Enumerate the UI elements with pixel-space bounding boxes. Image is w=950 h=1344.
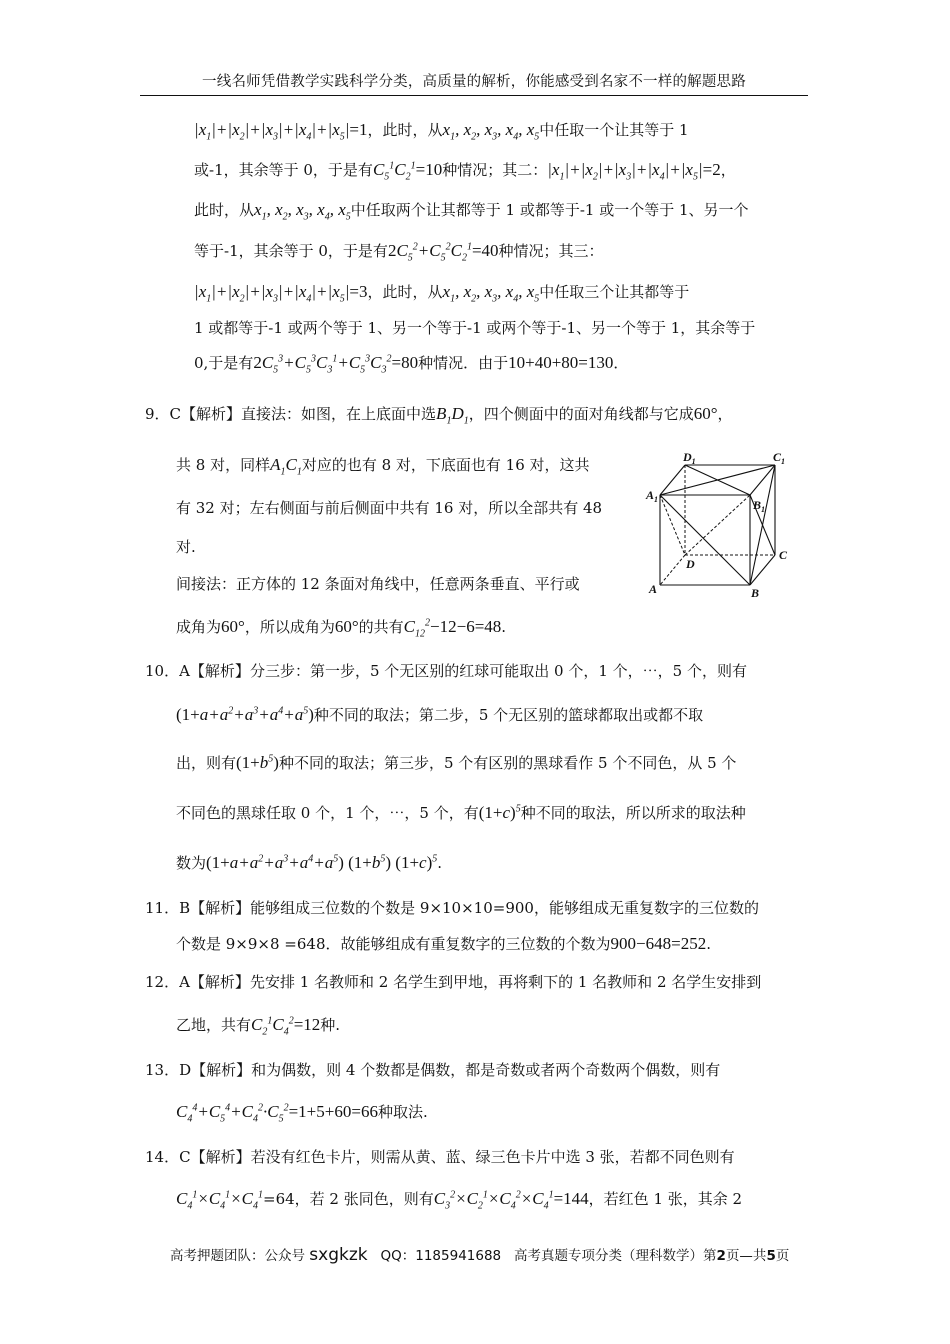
abs-sum-1: =1 (349, 120, 368, 139)
q9-answer: C【解析】 (169, 405, 242, 423)
q10-answer: A【解析】 (179, 662, 250, 680)
q12-answer: A【解析】 (179, 973, 250, 991)
q14-number: 14． (145, 1148, 180, 1166)
q13-number: 13． (145, 1061, 180, 1079)
label-A1: $A_1$ (646, 488, 659, 504)
cont-line-4: 等于-1，其余等于 0，于是有$2C_5^2+C_5^2C_2^1=40$种情况；其三： (194, 241, 604, 264)
q9-line-6: 成角为60°，所以成角为60°的共有$C_{12}^2-12-6=48$. (176, 617, 507, 640)
cont-line-7: 0,于是有$2C_5^3+C_5^3C_3^1+C_5^3C_3^2=80$种情况．由于10+40+80=130． (194, 353, 629, 376)
q14-line-2: $C_4^1\times C_4^1\times C_4^1=64$，若 2 张同色，则有$C_3^2\times C_2^1\times C_4^2\times C_4^1=144$，若红色 1 张，其余 2 (176, 1189, 743, 1212)
q13-line-2: $C_4^4+C_5^4+C_4^2\cdot C_5^2=1+5+60=66$种取法. (176, 1102, 428, 1125)
q10-line-5: 数为$(1+a+a^2+a^3+a^4+a^5)$ $(1+b^5)$ $(1+c)^5$. (176, 853, 443, 872)
label-D: D (686, 557, 695, 571)
q9-line-1: 9．C【解析】直接法：如图，在上底面中选$B_1D_1$，四个侧面中的面对角线都与它成60°， (145, 404, 733, 427)
label-B: B (751, 586, 760, 600)
page-header-title: 一线名师凭借教学实践科学分类，高质量的解析，你能感受到名家不一样的解题思路 (202, 74, 746, 90)
q9-line-2: 共 8 对，同样$A_1C_1$对应的也有 8 对，下底面也有 16 对，这共 (176, 455, 590, 478)
q11-answer: B【解析】 (179, 899, 251, 917)
q13-answer: D【解析】 (179, 1061, 252, 1079)
abs-sum-2: =2 (702, 160, 721, 179)
footer-account: sxgkzk (309, 1245, 368, 1265)
footer-page-number: 2 (716, 1248, 726, 1264)
q10-line-2: $(1+a+a^2+a^3+a^4+a^5)$种不同的取法；第二步，5 个无区别的篮球都取出或都不取 (176, 705, 704, 724)
q12-line-2: 乙地，共有$C_2^1C_4^2=12$种. (176, 1015, 341, 1038)
q13-line-1: 13．D【解析】和为偶数，则 4 个数都是偶数，都是奇数或者两个奇数两个偶数，则有 (145, 1061, 721, 1079)
header-rule (140, 95, 808, 96)
cube-figure (645, 445, 805, 605)
q9-line-5: 间接法：正方体的 12 条面对角线中，任意两条垂直、平行或 (176, 575, 580, 593)
q9-line-3: 有 32 对；左右侧面与前后侧面中共有 16 对，所以全部共有 48 (176, 499, 603, 517)
q11-number: 11． (145, 899, 180, 917)
cont-line-5: $|x_1|+|x_2|+|x_3|+|x_4|+|x_5|=3$，此时，从$x_1$, $x_2$, $x_3$, $x_4$, $x_5$中任取三个让其都等于 (194, 282, 690, 305)
page-footer: 高考押题团队：公众号 sxgkzk QQ：1185941688 高考真题专项分类（理科数学）第2页—共5页 (170, 1245, 790, 1265)
label-D1: $D_1$ (683, 450, 696, 466)
label-C1: $C_1$ (773, 450, 786, 466)
label-A: A (649, 582, 658, 596)
cont-line-6: 1 或都等于-1 或两个等于 1、另一个等于-1 或两个等于-1、另一个等于 1，其余等于 (194, 319, 756, 337)
label-C: C (779, 548, 788, 562)
q9-line-4: 对. (176, 538, 196, 556)
abs-sum-3: =3 (349, 282, 368, 301)
q10-number: 10． (145, 662, 180, 680)
q12-line-1: 12．A【解析】先安排 1 名教师和 2 名学生到甲地，再将剩下的 1 名教师和 2 名学生安排到 (145, 973, 762, 991)
q11-line-1: 11．B【解析】能够组成三位数的个数是 9×10×10=900，能够组成无重复数字的三位数的 (145, 899, 759, 917)
label-B1: $B_1$ (753, 498, 766, 514)
cont-line-3: 此时，从$x_1$, $x_2$, $x_3$, $x_4$, $x_5$中任取两个让其都等于 1 或都等于-1 或一个等于 1、另一个 (194, 200, 749, 223)
q9-number: 9． (145, 405, 170, 423)
q12-number: 12． (145, 973, 180, 991)
q14-line-1: 14．C【解析】若没有红色卡片，则需从黄、蓝、绿三色卡片中选 3 张，若都不同色则有 (145, 1148, 735, 1166)
cont-line-2: 或-1，其余等于 0，于是有$C_5^1C_2^1=10$种情况；其二：$|x_1|+|x_2|+|x_3|+|x_4|+|x_5|=2$， (194, 160, 736, 183)
q10-line-1: 10．A【解析】分三步：第一步，5 个无区别的红球可能取出 0 个，1 个，⋯，5 个，则有 (145, 662, 747, 680)
q11-line-2: 个数是 9×9×8 =648．故能够组成有重复数字的三位数的个数为900−648=252. (176, 934, 711, 953)
footer-page-total: 5 (766, 1248, 776, 1264)
q14-answer: C【解析】 (179, 1148, 251, 1166)
q10-line-3: 出，则有$(1+b^5)$种不同的取法；第三步，5 个有区别的黑球看作 5 个不同色，从 5 个 (176, 753, 737, 772)
q10-line-4: 不同色的黑球任取 0 个，1 个，⋯，5 个，有$(1+c)^5$种不同的取法，所以所求的取法种 (176, 803, 746, 822)
cont-line-1: $|x_1|+|x_2|+|x_3|+|x_4|+|x_5|=1$，此时，从$x_1$, $x_2$, $x_3$, $x_4$, $x_5$中任取一个让其等于 1 (194, 120, 689, 143)
